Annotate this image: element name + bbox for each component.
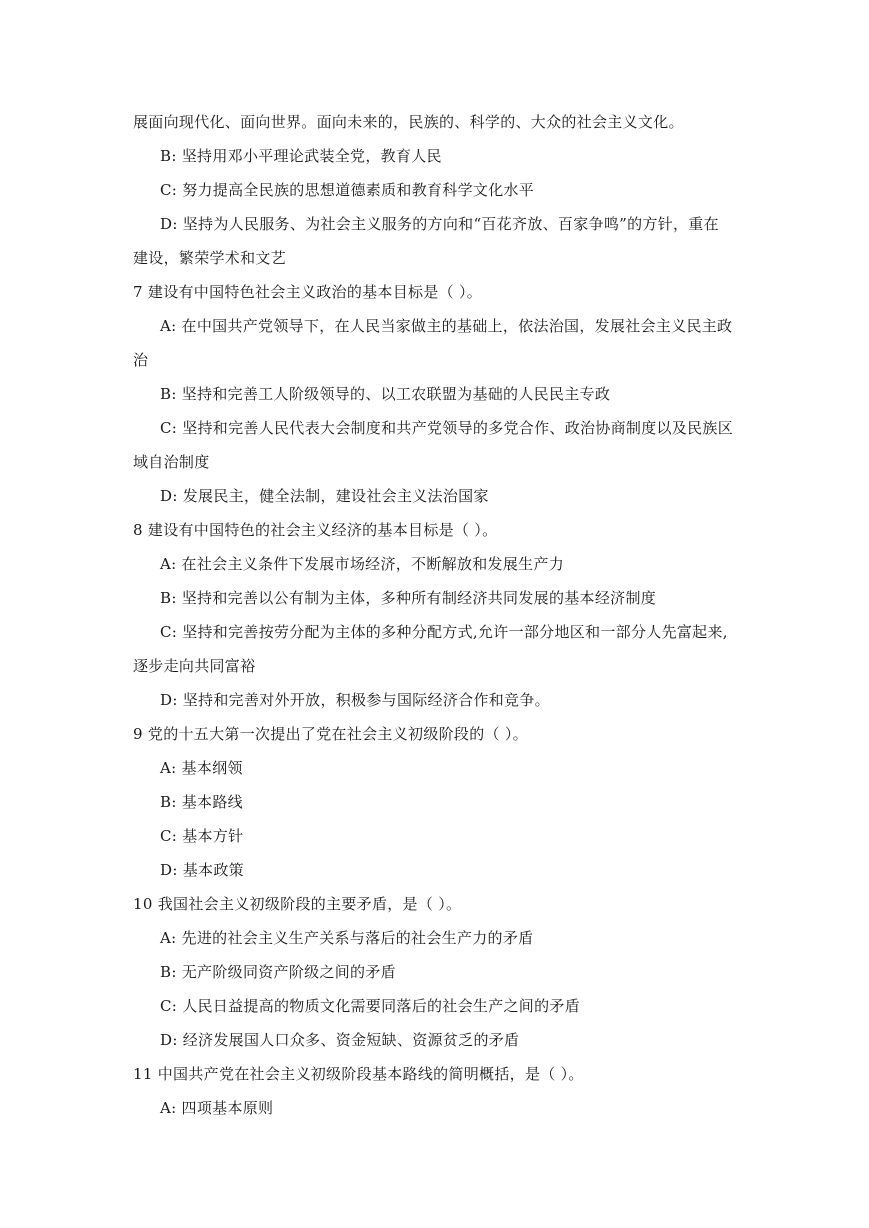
text-line: 建设，繁荣学术和文艺	[133, 249, 287, 267]
question-line: 8 建设有中国特色的社会主义经济的基本目标是（ ）。	[133, 521, 498, 539]
option-line: B: 无产阶级同资产阶级之间的矛盾	[160, 963, 396, 981]
option-line: C: 基本方针	[160, 827, 244, 845]
option-line: B: 坚持和完善以公有制为主体，多种所有制经济共同发展的基本经济制度	[160, 589, 657, 607]
option-line: A: 四项基本原则	[160, 1099, 274, 1117]
option-line: C: 人民日益提高的物质文化需要同落后的社会生产之间的矛盾	[160, 997, 581, 1015]
option-line: C: 坚持和完善人民代表大会制度和共产党领导的多党合作、政治协商制度以及民族区	[160, 419, 734, 437]
option-line: D: 坚持为人民服务、为社会主义服务的方向和“百花齐放、百家争鸣”的方针，重在	[160, 215, 719, 233]
option-line: D: 基本政策	[160, 861, 244, 879]
question-line: 7 建设有中国特色社会主义政治的基本目标是（ ）。	[133, 283, 483, 301]
option-line: B: 基本路线	[160, 793, 243, 811]
option-line: A: 在社会主义条件下发展市场经济，不断解放和发展生产力	[160, 555, 565, 573]
option-line: B: 坚持用邓小平理论武装全党，教育人民	[160, 147, 442, 165]
option-line: C: 努力提高全民族的思想道德素质和教育科学文化水平	[160, 181, 535, 199]
option-line: A: 先进的社会主义生产关系与落后的社会生产力的矛盾	[160, 929, 534, 947]
option-line: B: 坚持和完善工人阶级领导的、以工农联盟为基础的人民民主专政	[160, 385, 611, 403]
text-line: 治	[133, 351, 149, 369]
option-line: A: 基本纲领	[160, 759, 243, 777]
option-line: D: 坚持和完善对外开放，积极参与国际经济合作和竞争。	[160, 691, 550, 709]
question-line: 9 党的十五大第一次提出了党在社会主义初级阶段的（ ）。	[133, 725, 528, 743]
question-line: 11 中国共产党在社会主义初级阶段基本路线的简明概括，是（ ）。	[133, 1065, 584, 1083]
question-line: 10 我国社会主义初级阶段的主要矛盾，是（ ）。	[133, 895, 462, 913]
option-line: A: 在中国共产党领导下，在人民当家做主的基础上，依法治国，发展社会主义民主政	[160, 317, 733, 335]
text-line: 域自治制度	[133, 453, 210, 471]
option-line: D: 经济发展国人口众多、资金短缺、资源贫乏的矛盾	[160, 1031, 520, 1049]
text-line: 展面向现代化、面向世界。面向未来的，民族的、科学的、大众的社会主义文化。	[133, 113, 684, 131]
option-line: C: 坚持和完善按劳分配为主体的多种分配方式,允许一部分地区和一部分人先富起来,	[160, 623, 728, 641]
option-line: D: 发展民主，健全法制，建设社会主义法治国家	[160, 487, 489, 505]
text-line: 逐步走向共同富裕	[133, 657, 256, 675]
